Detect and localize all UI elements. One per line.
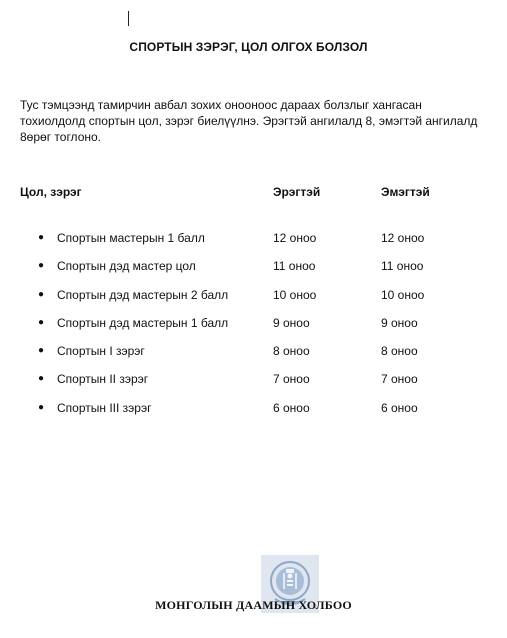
women-points: 10 оноо [381,287,425,302]
men-points: 10 оноо [273,287,317,302]
women-points: 12 оноо [381,231,425,245]
header-men: Эрэгтэй [273,185,321,199]
organization-name: МОНГОЛЫН ДААМЫН ХОЛБОО [155,598,352,612]
rank-label: Спортын III зэрэг [57,400,152,415]
men-points: 8 оноо [273,344,310,359]
list-item [0,343,507,371]
bullet-icon: ● [38,345,45,357]
header-rank: Цол, зэрэг [20,185,82,199]
rank-label: Спортын II зэрэг [57,372,149,387]
women-points: 6 оноо [381,400,418,415]
table-header [0,185,507,201]
rank-list [0,230,507,428]
men-points: 11 оноо [273,259,316,274]
women-points: 7 оноо [381,372,418,387]
women-points: 8 оноо [381,344,418,359]
bullet-icon: ● [38,288,45,300]
bullet-icon: ● [38,232,45,243]
bullet-icon: ● [38,401,45,413]
men-points: 9 оноо [273,315,310,330]
list-item [0,400,507,428]
text-cursor [128,11,129,26]
intro-paragraph: Тус тэмцээнд тамирчин авбал зохих онооноос дараах болзлыг хангасан тохиолдолд спортын цол, зэрэг биелүүлнэ. Эрэгтэй ангилалд 8, эмэгтэй ангилалд 8өрөг тоглоно. [20,98,478,144]
list-item [0,258,507,286]
list-item [0,371,507,399]
rank-label: Спортын дэд мастерын 1 балл [57,315,229,330]
rank-label: Спортын дэд мастер цол [57,259,196,274]
document-title: СПОРТЫН ЗЭРЭГ, ЦОЛ ОЛГОХ БОЛЗОЛ [129,40,368,54]
list-item [0,315,507,343]
rank-label: Спортын мастерын 1 балл [57,231,205,245]
header-women: Эмэгтэй [381,185,430,199]
men-points: 12 оноо [273,231,317,245]
men-points: 6 оноо [273,400,310,415]
bullet-icon: ● [38,260,45,272]
list-item [0,230,507,258]
women-points: 11 оноо [381,259,424,274]
bullet-icon: ● [38,316,45,328]
rank-label: Спортын дэд мастерын 2 балл [57,287,229,302]
bullet-icon: ● [38,373,45,385]
rank-label: Спортын I зэрэг [57,344,145,359]
men-points: 7 оноо [273,372,310,387]
women-points: 9 оноо [381,315,418,330]
list-item [0,287,507,315]
